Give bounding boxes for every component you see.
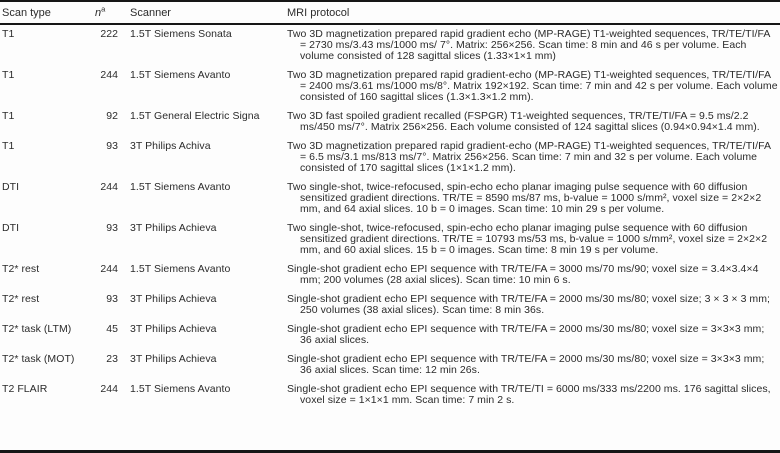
- table-row: [0, 350, 780, 380]
- column-header-scanner-label: Scanner: [130, 7, 171, 19]
- scan-type-cell: T2* task (MOT): [2, 353, 75, 365]
- n-cell: 222: [100, 28, 118, 40]
- scanner-cell: 1.5T Siemens Avanto: [130, 181, 231, 193]
- n-cell: 45: [106, 323, 118, 335]
- scanner-cell: 1.5T General Electric Signa: [130, 110, 260, 122]
- protocol-cell: Single-shot gradient echo EPI sequence with TR/TE/FA = 2000 ms/30 ms/80; voxel size; 3 × 3 × 3 mm; 250 volumes (38 axial slices). Scan time: 8 min 36s.: [287, 293, 770, 316]
- scanner-cell: 3T Philips Achiva: [130, 140, 211, 152]
- scan-type-cell: DTI: [2, 222, 20, 234]
- scan-type-cell: T2* rest: [2, 293, 40, 305]
- scanner-cell: 1.5T Siemens Avanto: [130, 263, 231, 275]
- table-row: [0, 66, 780, 107]
- table-row: [0, 107, 780, 137]
- n-cell: 23: [106, 353, 118, 365]
- table-row: [0, 320, 780, 350]
- scan-type-cell: T2 FLAIR: [2, 383, 48, 395]
- footnote-marker-a: a: [101, 4, 106, 14]
- protocol-cell: Single-shot gradient echo EPI sequence with TR/TE/TI = 6000 ms/333 ms/2200 ms. 176 sagittal slices, voxel size = 1×1×1 mm. Scan time: 7 min 2 s.: [287, 383, 771, 406]
- column-header-mri-protocol: [287, 2, 780, 24]
- scanner-cell: 3T Philips Achieva: [130, 353, 217, 365]
- scanner-cell: 3T Philips Achieva: [130, 323, 217, 335]
- protocol-cell: Single-shot gradient echo EPI sequence with TR/TE/FA = 2000 ms/30 ms/80; voxel size = 3×3×3 mm; 36 axial slices. Scan time: 12 min 26s.: [287, 353, 765, 376]
- protocol-cell: Two 3D magnetization prepared rapid gradient-echo (MP-RAGE) T1-weighted sequences, TR/TE/TI/FA = 6.5 ms/3.1 ms/813 ms/7°. Matrix 256×256. Scan time: 7 min and 32 s per volume. Each volume consisted of 170 sagittal slices (1×1×1.2 mm).: [287, 140, 771, 174]
- table-body: [0, 24, 780, 410]
- column-header-n: [92, 2, 118, 24]
- n-cell: 244: [100, 69, 118, 81]
- protocol-cell: Two single-shot, twice-refocused, spin-echo echo planar imaging pulse sequence with 60 diffusion sensitized gradient directions. TR/TE = 8590 ms/87 ms, b-value = 1000 s/mm², voxel size = 2×2×2 mm, and 64 axial slices. 10 b = 0 images. Scan time: 10 min 29 s per volume.: [287, 181, 762, 215]
- scanner-cell: 1.5T Siemens Avanto: [130, 383, 231, 395]
- scanner-cell: 1.5T Siemens Avanto: [130, 69, 231, 81]
- table-row: [0, 178, 780, 219]
- scan-type-cell: T2* rest: [2, 263, 40, 275]
- n-cell: 244: [100, 181, 118, 193]
- n-cell: 92: [106, 110, 118, 122]
- table-row: [0, 24, 780, 66]
- header-row: [0, 2, 780, 24]
- column-header-scan-type: [0, 2, 92, 24]
- scan-type-cell: T2* task (LTM): [2, 323, 72, 335]
- n-symbol: n: [95, 7, 102, 19]
- table-row: [0, 290, 780, 320]
- mri-protocol-table: [0, 2, 780, 410]
- n-cell: 93: [106, 140, 118, 152]
- column-header-scanner: [118, 2, 287, 24]
- column-header-scan-type-label: Scan type: [2, 7, 51, 19]
- protocol-cell: Two 3D fast spoiled gradient recalled (FSPGR) T1-weighted sequences, TR/TE/TI/FA = 9.5 ms/2.2 ms/450 ms/7°. Matrix 256×256. Each volume consisted of 124 sagittal slices (0.94×0.94×1.4 mm).: [287, 110, 760, 133]
- table-row: [0, 219, 780, 260]
- scan-type-cell: T1: [2, 28, 15, 40]
- scan-type-cell: T1: [2, 69, 15, 81]
- table-row: [0, 380, 780, 410]
- scanner-cell: 3T Philips Achieva: [130, 293, 217, 305]
- table-header: [0, 2, 780, 24]
- protocol-cell: Single-shot gradient echo EPI sequence with TR/TE/FA = 2000 ms/30 ms/80; voxel size = 3×3×3 mm; 36 axial slices.: [287, 323, 765, 346]
- column-header-mri-protocol-label: MRI protocol: [287, 7, 350, 19]
- protocol-cell: Two 3D magnetization prepared rapid gradient echo (MP-RAGE) T1-weighted sequences, TR/TE/TI/FA = 2730 ms/3.43 ms/1000 ms/ 7°. Matrix: 256×256. Scan time: 8 min and 46 s per volume. Each volume consisted of 128 sagittal slices (1.33×1×1 mm): [287, 28, 770, 62]
- protocol-cell: Two single-shot, twice-refocused, spin-echo echo planar imaging pulse sequence with 60 diffusion sensitized gradient directions. TR/TE = 10793 ms/53 ms, b-value = 1000 s/mm², voxel size = 2×2×2 mm, and 60 axial slices. 15 b = 0 images. Scan time: 8 min 19 s per volume.: [287, 222, 768, 256]
- scanner-cell: 1.5T Siemens Sonata: [130, 28, 232, 40]
- protocol-cell: Two 3D magnetization prepared rapid gradient-echo (MP-RAGE) T1-weighted sequences, TR/TE/TI/FA = 2400 ms/3.61 ms/1000 ms/8°. Matrix 192×192. Scan time: 7 min and 42 s per volume. Each volume consisted of 160 sagittal slices (1.3×1.3×1.2 mm).: [287, 69, 778, 103]
- n-cell: 244: [100, 263, 118, 275]
- scanner-cell: 3T Philips Achieva: [130, 222, 217, 234]
- table-row: [0, 260, 780, 290]
- scan-type-cell: T1: [2, 110, 15, 122]
- scan-type-cell: DTI: [2, 181, 20, 193]
- n-cell: 93: [106, 293, 118, 305]
- table-row: [0, 137, 780, 178]
- n-cell: 244: [100, 383, 118, 395]
- scan-type-cell: T1: [2, 140, 15, 152]
- protocol-cell: Single-shot gradient echo EPI sequence with TR/TE/FA = 3000 ms/70 ms/90; voxel size = 3.4×3.4×4 mm; 200 volumes (28 axial slices). Scan time: 10 min 6 s.: [287, 263, 759, 286]
- n-cell: 93: [106, 222, 118, 234]
